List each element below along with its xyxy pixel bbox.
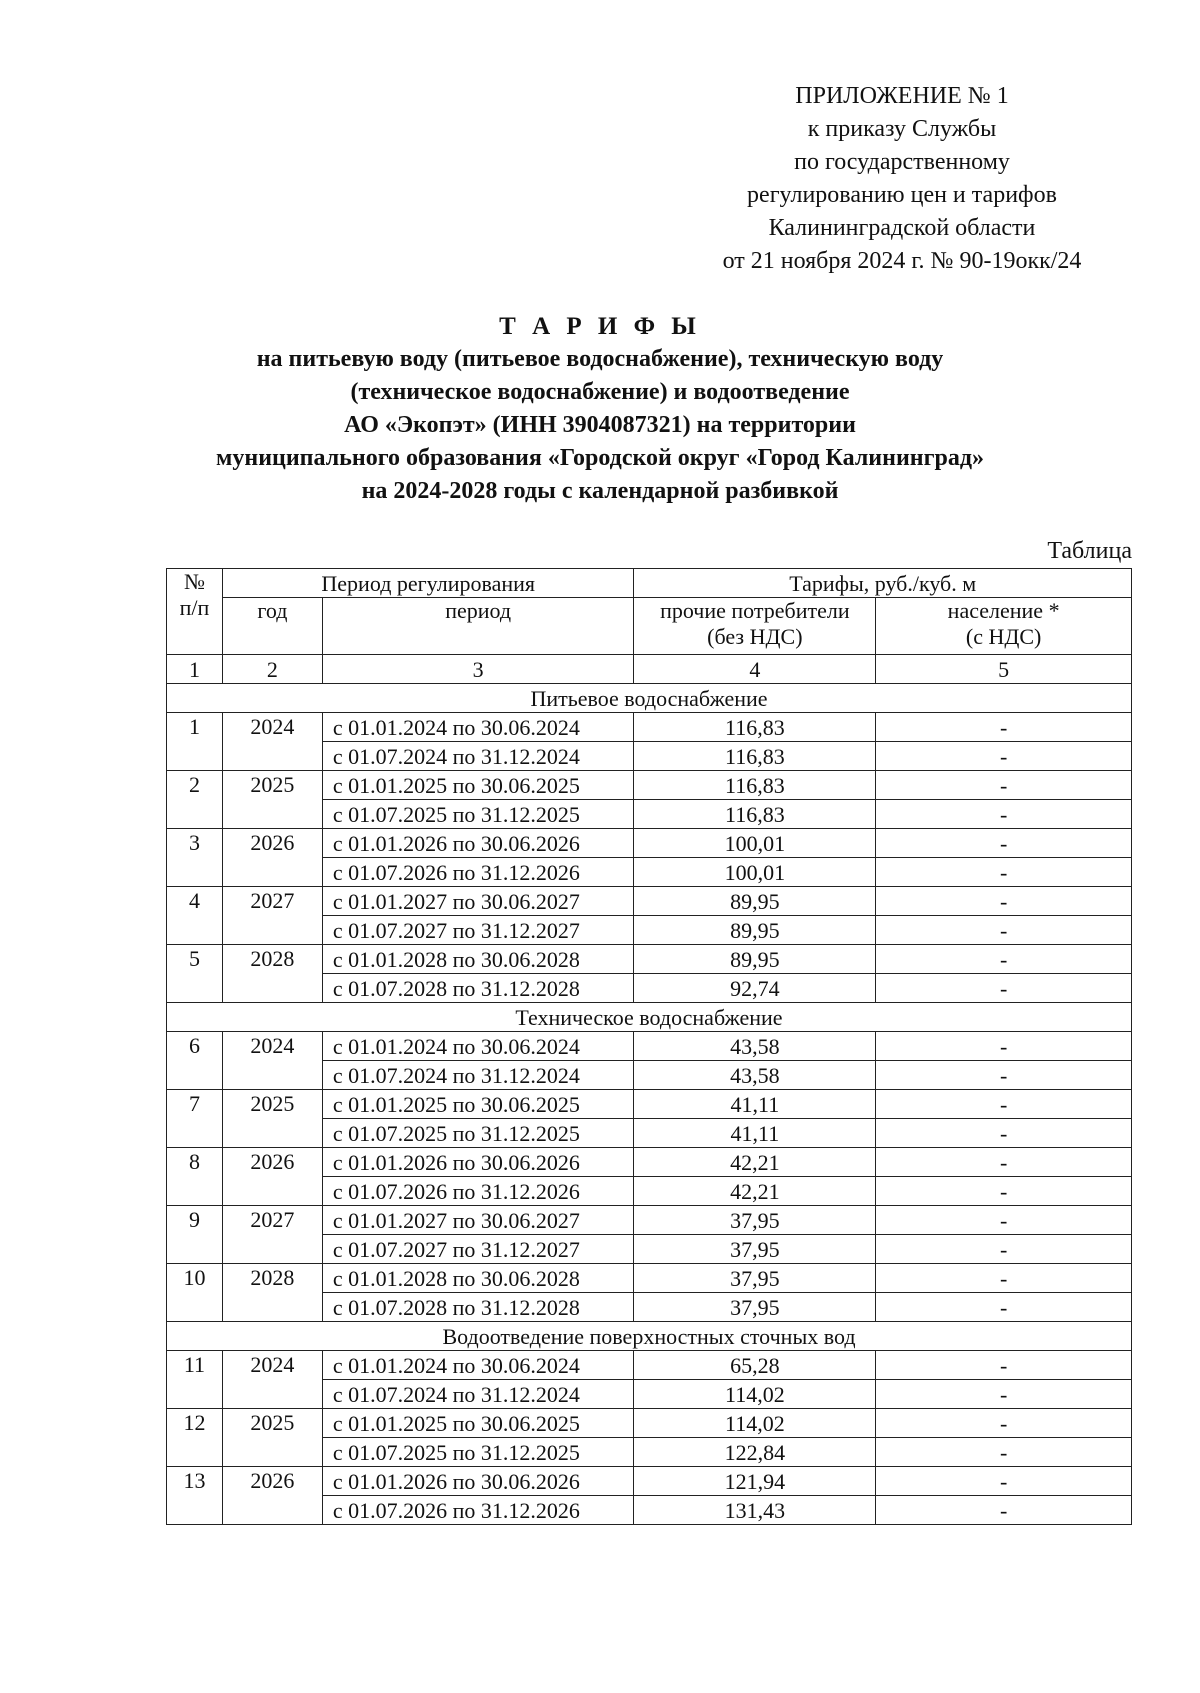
row-tariff-population: - <box>876 742 1132 771</box>
table-label: Таблица <box>1047 538 1132 564</box>
row-tariff-population: - <box>876 1206 1132 1235</box>
row-tariff-population: - <box>876 1467 1132 1496</box>
column-number-row <box>167 655 1132 684</box>
table-row <box>167 1409 1132 1438</box>
column-number: 1 <box>167 655 223 684</box>
row-number: 6 <box>167 1032 223 1090</box>
row-number: 11 <box>167 1351 223 1409</box>
row-year: 2028 <box>222 1264 322 1322</box>
table-row <box>167 1032 1132 1061</box>
row-number: 4 <box>167 887 223 945</box>
row-number: 13 <box>167 1467 223 1525</box>
row-number: 7 <box>167 1090 223 1148</box>
row-period: с 01.01.2025 по 30.06.2025 <box>322 771 634 800</box>
row-tariff-others: 131,43 <box>634 1496 876 1525</box>
row-period: с 01.07.2026 по 31.12.2026 <box>322 858 634 887</box>
table-row <box>167 771 1132 800</box>
appendix-line: ПРИЛОЖЕНИЕ № 1 <box>795 83 1009 109</box>
row-tariff-population: - <box>876 829 1132 858</box>
table-row <box>167 945 1132 974</box>
appendix-line: регулированию цен и тарифов <box>747 182 1057 208</box>
row-year: 2028 <box>222 945 322 1003</box>
appendix-block <box>692 80 1112 278</box>
row-period: с 01.07.2026 по 31.12.2026 <box>322 1496 634 1525</box>
header-num: № п/п <box>167 569 223 655</box>
column-number: 2 <box>222 655 322 684</box>
section-row <box>167 684 1132 713</box>
row-period: с 01.01.2027 по 30.06.2027 <box>322 887 634 916</box>
row-tariff-population: - <box>876 1351 1132 1380</box>
row-tariff-others: 114,02 <box>634 1409 876 1438</box>
title-line: муниципального образования «Городской округ «Город Калининград» <box>216 445 984 471</box>
section-title: Водоотведение поверхностных сточных вод <box>167 1322 1132 1351</box>
row-number: 1 <box>167 713 223 771</box>
row-tariff-population: - <box>876 1032 1132 1061</box>
row-tariff-others: 122,84 <box>634 1438 876 1467</box>
row-period: с 01.07.2026 по 31.12.2026 <box>322 1177 634 1206</box>
row-period: с 01.07.2024 по 31.12.2024 <box>322 1380 634 1409</box>
tariff-table <box>166 568 1132 1525</box>
row-year: 2025 <box>222 1409 322 1467</box>
row-tariff-population: - <box>876 1496 1132 1525</box>
row-period: с 01.07.2025 по 31.12.2025 <box>322 1438 634 1467</box>
row-tariff-population: - <box>876 771 1132 800</box>
row-tariff-others: 65,28 <box>634 1351 876 1380</box>
title-line: на 2024-2028 годы с календарной разбивкой <box>361 478 839 504</box>
row-tariff-population: - <box>876 1177 1132 1206</box>
row-tariff-population: - <box>876 1090 1132 1119</box>
row-tariff-others: 89,95 <box>634 945 876 974</box>
row-tariff-others: 89,95 <box>634 887 876 916</box>
row-tariff-others: 116,83 <box>634 800 876 829</box>
row-tariff-population: - <box>876 887 1132 916</box>
row-tariff-population: - <box>876 1264 1132 1293</box>
row-tariff-others: 42,21 <box>634 1177 876 1206</box>
row-tariff-others: 116,83 <box>634 713 876 742</box>
row-tariff-population: - <box>876 1119 1132 1148</box>
table-row <box>167 829 1132 858</box>
row-tariff-others: 43,58 <box>634 1032 876 1061</box>
row-tariff-population: - <box>876 1293 1132 1322</box>
header-row <box>167 598 1132 655</box>
row-tariff-population: - <box>876 974 1132 1003</box>
section-title: Техническое водоснабжение <box>167 1003 1132 1032</box>
row-period: с 01.07.2024 по 31.12.2024 <box>322 1061 634 1090</box>
row-period: с 01.01.2028 по 30.06.2028 <box>322 945 634 974</box>
header-row <box>167 569 1132 598</box>
row-tariff-population: - <box>876 1438 1132 1467</box>
row-period: с 01.01.2027 по 30.06.2027 <box>322 1206 634 1235</box>
appendix-line: к приказу Службы <box>807 116 997 142</box>
row-period: с 01.07.2024 по 31.12.2024 <box>322 742 634 771</box>
row-year: 2026 <box>222 829 322 887</box>
table-row <box>167 1148 1132 1177</box>
row-year: 2024 <box>222 1351 322 1409</box>
title-line: Т А Р И Ф Ы <box>499 313 701 340</box>
row-year: 2025 <box>222 1090 322 1148</box>
row-tariff-others: 116,83 <box>634 771 876 800</box>
row-tariff-population: - <box>876 945 1132 974</box>
table-row <box>167 1264 1132 1293</box>
row-tariff-population: - <box>876 858 1132 887</box>
row-year: 2025 <box>222 771 322 829</box>
row-period: с 01.07.2025 по 31.12.2025 <box>322 1119 634 1148</box>
row-tariff-others: 37,95 <box>634 1293 876 1322</box>
header-others: прочие потребители (без НДС) <box>634 598 876 655</box>
section-title: Питьевое водоснабжение <box>167 684 1132 713</box>
header-tariff-group: Тарифы, руб./куб. м <box>634 569 1132 598</box>
row-tariff-others: 121,94 <box>634 1467 876 1496</box>
row-tariff-others: 43,58 <box>634 1061 876 1090</box>
row-period: с 01.01.2024 по 30.06.2024 <box>322 713 634 742</box>
row-tariff-population: - <box>876 916 1132 945</box>
row-tariff-population: - <box>876 1061 1132 1090</box>
row-period: с 01.01.2025 по 30.06.2025 <box>322 1090 634 1119</box>
column-number: 4 <box>634 655 876 684</box>
title-line: АО «Экопэт» (ИНН 3904087321) на территории <box>344 412 856 438</box>
row-tariff-population: - <box>876 800 1132 829</box>
row-number: 9 <box>167 1206 223 1264</box>
row-tariff-others: 100,01 <box>634 858 876 887</box>
table-row <box>167 1206 1132 1235</box>
section-row <box>167 1003 1132 1032</box>
row-tariff-population: - <box>876 713 1132 742</box>
row-year: 2026 <box>222 1467 322 1525</box>
column-number: 5 <box>876 655 1132 684</box>
row-tariff-population: - <box>876 1409 1132 1438</box>
row-period: с 01.01.2024 по 30.06.2024 <box>322 1032 634 1061</box>
row-year: 2027 <box>222 887 322 945</box>
table-row <box>167 1090 1132 1119</box>
row-tariff-others: 89,95 <box>634 916 876 945</box>
row-period: с 01.01.2026 по 30.06.2026 <box>322 1467 634 1496</box>
row-tariff-others: 116,83 <box>634 742 876 771</box>
row-tariff-others: 41,11 <box>634 1090 876 1119</box>
appendix-line: Калининградской области <box>768 215 1036 241</box>
table-row <box>167 887 1132 916</box>
row-period: с 01.07.2028 по 31.12.2028 <box>322 1293 634 1322</box>
title-line: (техническое водоснабжение) и водоотведение <box>350 379 850 405</box>
row-tariff-others: 37,95 <box>634 1264 876 1293</box>
row-tariff-others: 37,95 <box>634 1206 876 1235</box>
row-period: с 01.01.2028 по 30.06.2028 <box>322 1264 634 1293</box>
row-tariff-population: - <box>876 1380 1132 1409</box>
row-year: 2024 <box>222 713 322 771</box>
table-row <box>167 713 1132 742</box>
row-period: с 01.07.2027 по 31.12.2027 <box>322 916 634 945</box>
row-tariff-others: 114,02 <box>634 1380 876 1409</box>
row-tariff-others: 42,21 <box>634 1148 876 1177</box>
title-line: на питьевую воду (питьевое водоснабжение), техническую воду <box>256 346 944 372</box>
row-period: с 01.01.2025 по 30.06.2025 <box>322 1409 634 1438</box>
row-number: 10 <box>167 1264 223 1322</box>
row-tariff-population: - <box>876 1235 1132 1264</box>
table-row <box>167 1467 1132 1496</box>
row-year: 2026 <box>222 1148 322 1206</box>
header-period: период <box>322 598 634 655</box>
document-title <box>100 310 1100 508</box>
row-tariff-others: 100,01 <box>634 829 876 858</box>
section-row <box>167 1322 1132 1351</box>
row-tariff-population: - <box>876 1148 1132 1177</box>
row-number: 12 <box>167 1409 223 1467</box>
table-row <box>167 1351 1132 1380</box>
row-tariff-others: 92,74 <box>634 974 876 1003</box>
row-period: с 01.01.2024 по 30.06.2024 <box>322 1351 634 1380</box>
column-number: 3 <box>322 655 634 684</box>
header-year: год <box>222 598 322 655</box>
row-period: с 01.07.2027 по 31.12.2027 <box>322 1235 634 1264</box>
row-year: 2027 <box>222 1206 322 1264</box>
row-number: 3 <box>167 829 223 887</box>
row-period: с 01.07.2028 по 31.12.2028 <box>322 974 634 1003</box>
row-number: 2 <box>167 771 223 829</box>
appendix-line: от 21 ноября 2024 г. № 90-19окк/24 <box>722 248 1082 274</box>
row-tariff-others: 37,95 <box>634 1235 876 1264</box>
row-period: с 01.07.2025 по 31.12.2025 <box>322 800 634 829</box>
row-period: с 01.01.2026 по 30.06.2026 <box>322 829 634 858</box>
appendix-line: по государственному <box>794 149 1010 175</box>
row-number: 8 <box>167 1148 223 1206</box>
row-number: 5 <box>167 945 223 1003</box>
row-year: 2024 <box>222 1032 322 1090</box>
header-period-group: Период регулирования <box>222 569 634 598</box>
row-period: с 01.01.2026 по 30.06.2026 <box>322 1148 634 1177</box>
row-tariff-others: 41,11 <box>634 1119 876 1148</box>
header-population: население * (с НДС) <box>876 598 1132 655</box>
